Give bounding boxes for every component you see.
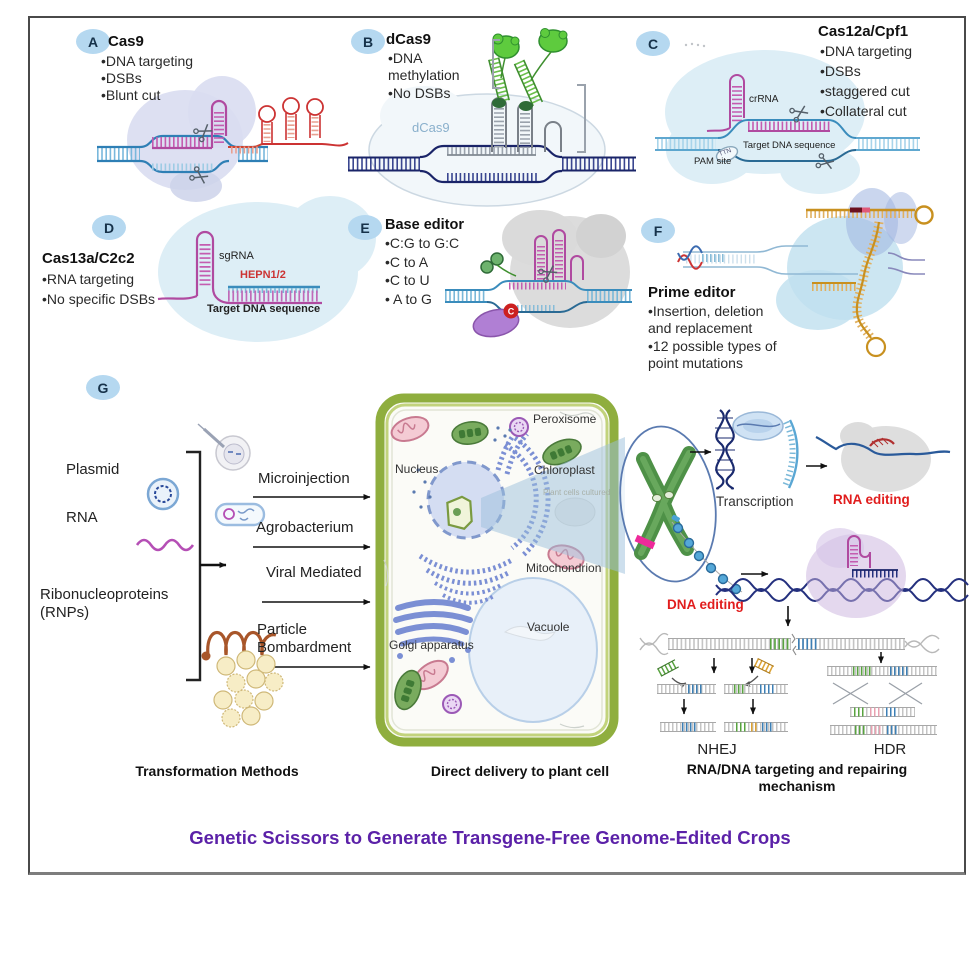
rna-editing-label: RNA editing (833, 492, 910, 507)
base-editor-illustration (445, 210, 632, 340)
cargo-rnp-label: Ribonucleoproteins (RNPs) (40, 586, 169, 621)
panel-e-badge: E (348, 215, 382, 240)
targeting-repairing-caption: RNA/DNA targeting and repairing mechanism (686, 761, 908, 794)
panel-e-bullet: •C:G to G:C (385, 235, 460, 251)
transformation-methods-caption: Transformation Methods (135, 763, 299, 779)
orange-insert-fragment (754, 658, 774, 673)
plasmid-icon (148, 479, 178, 509)
panel-b-bullet: •No DSBs (388, 85, 451, 101)
panel-c-bullet: •staggered cut (820, 83, 910, 99)
panel-e-bullet: •C to U (385, 272, 430, 288)
edited-base-letter: C (507, 306, 515, 317)
vacuole-label: Vacuole (527, 620, 570, 634)
panel-c-bullet: •DNA targeting (820, 43, 913, 59)
method-bombardment-label: Particle Bombardment (257, 621, 352, 656)
chloroplast-label: Chloroplast (534, 463, 595, 477)
method-microinjection-label: Microinjection (258, 470, 350, 487)
method-viral-label: Viral Mediated (266, 564, 362, 581)
peroxisome-label: Peroxisome (533, 412, 597, 426)
panel-b-badge: B (351, 29, 385, 54)
target-dna-label: Target DNA sequence (743, 140, 836, 151)
hdr-label: HDR (873, 741, 907, 758)
panel-d-title: Cas13a/C2c2 (42, 250, 135, 267)
panel-a-title: Cas9 (108, 33, 144, 50)
panel-c-title: Cas12a/Cpf1 (818, 23, 909, 40)
golgi-apparatus-label: Golgi apparatus (389, 638, 474, 652)
gold-particles-icon (214, 651, 283, 727)
panel-c-badge: C (636, 31, 670, 56)
panel-d-bullet: •No specific DSBs (42, 291, 156, 307)
panel-f-badge: F (641, 218, 675, 243)
panel-b-title: dCas9 (386, 31, 432, 48)
panel-a-bullet: •DSBs (101, 70, 142, 86)
panel-a-bullet: •Blunt cut (101, 87, 161, 103)
transcription-label: Transcription (716, 494, 794, 509)
dna-editing-label: DNA editing (667, 597, 744, 612)
dcas9-protein-label: dCas9 (412, 120, 450, 135)
panel-e-bullet: •C to A (385, 254, 429, 270)
figure-title: Genetic Scissors to Generate Transgene-Free Genome-Edited Crops (189, 827, 791, 848)
hepn-label: HEPN1/2 (240, 269, 286, 281)
panel-g-badge: G (86, 375, 120, 400)
pam-sequence-label: TTN (718, 147, 733, 158)
mitochondrion-label: Mitochondrion (526, 561, 602, 575)
panel-f-title: Prime editor (648, 284, 736, 301)
panel-e-bullet: • A to G (385, 291, 432, 307)
plant-cells-cultured-label: Plant cells cultured (543, 488, 611, 497)
target-dna-label: Target DNA sequence (207, 303, 321, 315)
pam-site-label: PAM site (694, 156, 732, 167)
panel-f-bullet: •Insertion, deletion and replacement (648, 303, 764, 336)
panel-b-bullet: •DNA methylation (388, 50, 460, 83)
cargo-rna-label: RNA (66, 509, 98, 526)
panel-d-bullet: •RNA targeting (42, 271, 135, 287)
panel-c-bullet: •Collateral cut (820, 103, 907, 119)
rna-editing-complex (816, 422, 950, 492)
panel-f-bullet: •12 possible types of point mutations (648, 338, 777, 371)
microinjection-cell-icon (198, 424, 250, 470)
panel-a-badge: A (76, 29, 110, 54)
panel-a-bullet: •DNA targeting (101, 53, 194, 69)
sgrna-label: sgRNA (219, 250, 254, 262)
repair-illustration (640, 633, 939, 735)
vacuole-shape (469, 578, 597, 722)
panel-d-badge: D (92, 215, 126, 240)
method-agrobacterium-label: Agrobacterium (256, 519, 354, 536)
nhej-label: NHEJ (697, 741, 737, 758)
transcription-illustration (690, 410, 950, 492)
panel-e-title: Base editor (385, 217, 464, 233)
crrna-label: crRNA (749, 94, 779, 105)
panel-c-bullet: •DSBs (820, 63, 861, 79)
green-insert-fragment (657, 660, 678, 676)
direct-delivery-caption: Direct delivery to plant cell (430, 763, 610, 779)
rna-icon (137, 540, 193, 550)
dna-editing-illustration (716, 528, 968, 626)
nucleus-label: Nucleus (395, 462, 439, 476)
cargo-plasmid-label: Plasmid (66, 461, 120, 478)
